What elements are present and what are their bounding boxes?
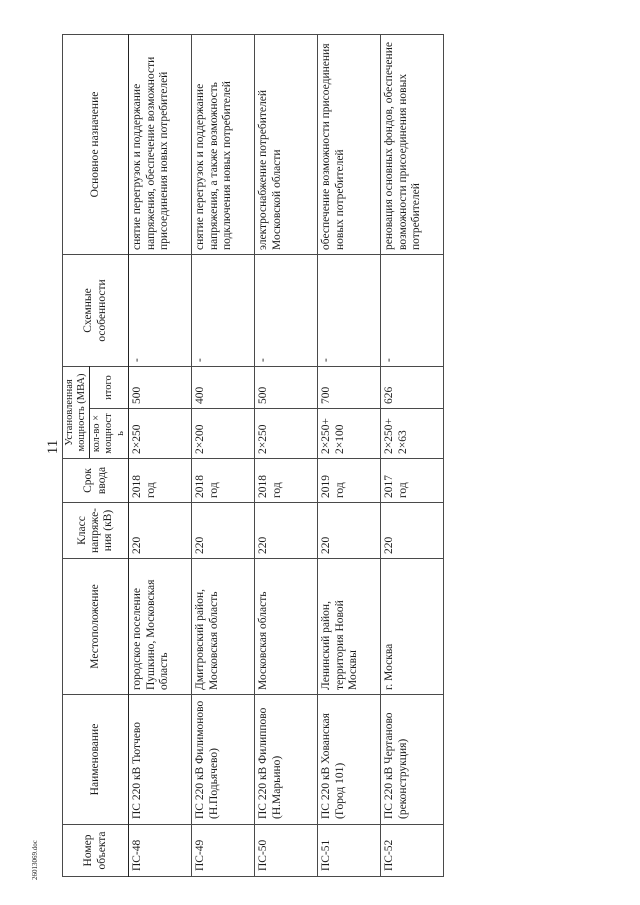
cell-number: ПС-48 (129, 825, 192, 877)
cell-purpose: снятие перегрузок и поддержание напряжения, а также возможность подключения новых потребителей (192, 35, 255, 255)
cell-name: ПС 220 кВ Чертаново (реконструкция) (381, 695, 444, 825)
page-number: 11 (45, 439, 61, 455)
cell-power-total: 700 (318, 367, 381, 409)
cell-location: Дмитровский район, Московская область (192, 559, 255, 695)
cell-scheme: - (129, 255, 192, 367)
cell-location: городское поселение Пушкино, Московская область (129, 559, 192, 695)
rotated-table-area (62, 35, 619, 877)
cell-location: Московская область (255, 559, 318, 695)
cell-location: Ленинский район, территория Новой Москвы (318, 559, 381, 695)
cell-voltage-class: 220 (318, 503, 381, 559)
cell-term: 2018 год (129, 459, 192, 503)
cell-purpose: снятие перегрузок и поддержание напряжения, обеспечение возможности присоединения новых потребителей (129, 35, 192, 255)
table-body (129, 35, 444, 877)
cell-voltage-class: 220 (192, 503, 255, 559)
table-row (381, 35, 444, 877)
cell-name: ПС 220 кВ Филиппово (Н.Марьино) (255, 695, 318, 825)
table-row (318, 35, 381, 877)
header-term: Срок ввода (63, 459, 129, 503)
cell-power-qty: 2×250+ 2×63 (381, 409, 444, 459)
cell-voltage-class: 220 (381, 503, 444, 559)
cell-power-total: 400 (192, 367, 255, 409)
cell-voltage-class: 220 (129, 503, 192, 559)
cell-power-qty: 2×250 (255, 409, 318, 459)
header-power-qty: кол-во × мощность (90, 409, 129, 459)
header-power-group: Установленная мощность (МВА) (63, 367, 90, 459)
cell-power-qty: 2×200 (192, 409, 255, 459)
cell-name: ПС 220 кВ Тютчево (129, 695, 192, 825)
header-scheme: Схемные особенности (63, 255, 129, 367)
cell-power-total: 500 (255, 367, 318, 409)
cell-term: 2019 год (318, 459, 381, 503)
header-name: Наименование (63, 695, 129, 825)
cell-purpose: реновация основных фондов, обеспечение возможности присоединения новых потребителей (381, 35, 444, 255)
cell-scheme: - (192, 255, 255, 367)
footer-filename: 26013069.doc (31, 840, 39, 880)
cell-power-qty: 2×250 (129, 409, 192, 459)
cell-purpose: электроснабжение потребителей Московской области (255, 35, 318, 255)
cell-term: 2018 год (192, 459, 255, 503)
header-number: Номер объекта (63, 825, 129, 877)
cell-voltage-class: 220 (255, 503, 318, 559)
header-location: Местоположение (63, 559, 129, 695)
table-row (192, 35, 255, 877)
cell-term: 2017 год (381, 459, 444, 503)
cell-power-total: 626 (381, 367, 444, 409)
cell-term: 2018 год (255, 459, 318, 503)
cell-scheme: - (318, 255, 381, 367)
cell-location: г. Москва (381, 559, 444, 695)
cell-number: ПС-51 (318, 825, 381, 877)
cell-purpose: обеспечение возможности присоединения новых потребителей (318, 35, 381, 255)
cell-number: ПС-50 (255, 825, 318, 877)
cell-number: ПС-52 (381, 825, 444, 877)
table-row (255, 35, 318, 877)
header-voltage-class: Класс напряже-ния (кВ) (63, 503, 129, 559)
cell-name: ПС 220 кВ Филимоново (Н.Подьячево) (192, 695, 255, 825)
table-header (63, 35, 129, 877)
cell-name: ПС 220 кВ Хованская (Город 101) (318, 695, 381, 825)
cell-scheme: - (381, 255, 444, 367)
cell-number: ПС-49 (192, 825, 255, 877)
table-row (129, 35, 192, 877)
cell-power-qty: 2×250+ 2×100 (318, 409, 381, 459)
header-purpose: Основное назначение (63, 35, 129, 255)
substations-table (62, 34, 444, 877)
cell-scheme: - (255, 255, 318, 367)
header-power-total: итого (90, 367, 129, 409)
cell-power-total: 500 (129, 367, 192, 409)
